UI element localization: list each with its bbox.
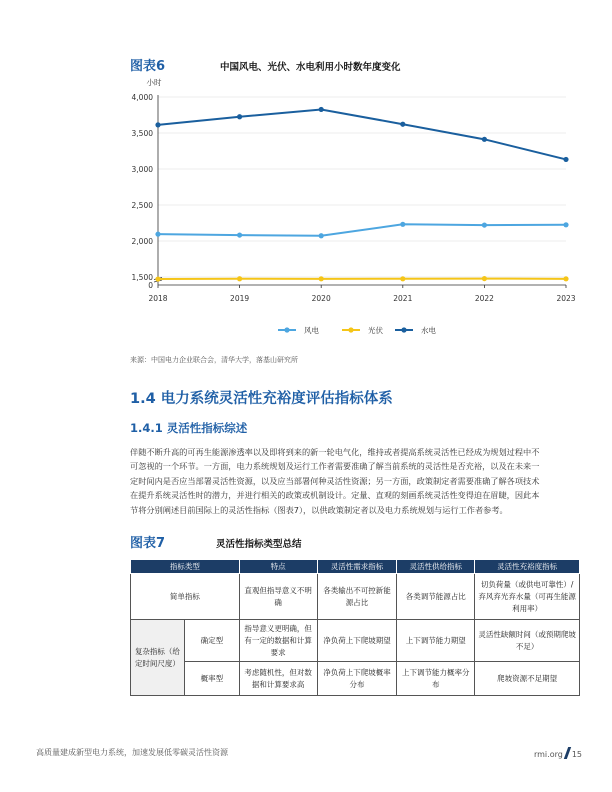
cell-supply: 上下调节能力概率分布 xyxy=(397,662,475,696)
cell-demand: 净负荷上下爬坡期望 xyxy=(317,620,397,662)
data-point xyxy=(319,233,324,238)
footer-page-info xyxy=(534,747,582,759)
data-point xyxy=(400,276,405,281)
cell-demand: 净负荷上下爬坡概率分布 xyxy=(317,662,397,696)
indicator-table xyxy=(130,559,580,696)
header-adequacy: 灵活性充裕度指标 xyxy=(475,560,580,574)
data-point xyxy=(482,222,487,227)
paragraph-line: 在提升系统灵活性时的潜力，并进行相关的政策或机制设计。定量、直观的刻画系统灵活性变得迫在眉睫，因此本 xyxy=(130,490,540,501)
data-point xyxy=(237,114,242,119)
cell-adequacy: 灵活性缺额时间（或预期爬坡不足） xyxy=(475,620,580,662)
table-row xyxy=(131,574,580,620)
table-row xyxy=(131,662,580,696)
figure6-title: 中国风电、光伏、水电利用小时数年度变化 xyxy=(220,62,401,73)
cell-type: 简单指标 xyxy=(131,574,240,620)
cell-supply: 上下调节能力期望 xyxy=(397,620,475,662)
data-point xyxy=(319,107,324,112)
series-line xyxy=(158,224,566,235)
data-point xyxy=(319,276,324,281)
cell-feature: 指导意义更明确，但有一定的数据和计算要求 xyxy=(239,620,317,662)
cell-supply: 各类调节能源占比 xyxy=(397,574,475,620)
subsection-heading: 1.4.1 灵活性指标综述 xyxy=(130,421,248,435)
slash-icon xyxy=(564,747,571,759)
chart-legend xyxy=(278,325,436,335)
y-tick-label: 2,500 xyxy=(131,201,153,210)
page-number: 15 xyxy=(571,750,582,759)
data-point xyxy=(563,276,568,281)
chart-axes xyxy=(132,77,576,303)
header-feature: 特点 xyxy=(239,560,317,574)
data-point xyxy=(237,232,242,237)
cell-demand: 各类输出不可控新能源占比 xyxy=(317,574,397,620)
x-tick-label: 2022 xyxy=(474,294,494,303)
x-tick-label: 2023 xyxy=(556,294,576,303)
header-type: 指标类型 xyxy=(131,560,240,574)
legend-label: 水电 xyxy=(421,326,436,335)
cell-type: 概率型 xyxy=(184,662,239,696)
footer-site: rmi.org xyxy=(533,750,563,759)
legend-label: 风电 xyxy=(304,326,319,335)
y-tick-label: 3,000 xyxy=(131,165,153,174)
paragraph-line: 伴随不断升高的可再生能源渗透率以及即将到来的新一轮电气化，维持或者提高系统灵活性已经成为规划过程中不 xyxy=(130,447,540,457)
y-tick-label: 2,000 xyxy=(131,237,153,246)
cell-feature: 考虑随机性，但对数据和计算要求高 xyxy=(239,662,317,696)
x-tick-label: 2018 xyxy=(148,294,168,303)
series-line xyxy=(158,109,566,159)
data-point xyxy=(482,276,487,281)
x-tick-label: 2020 xyxy=(311,294,331,303)
figure6-source: 来源：中国电力企业联合会，清华大学，落基山研究所 xyxy=(130,356,298,364)
header-demand: 灵活性需求指标 xyxy=(317,560,397,574)
data-point xyxy=(482,137,487,142)
paragraph-line: 可忽视的一个环节。一方面，电力系统规划及运行工作者需要准确了解当前系统的灵活性是否充裕，以及在未来一 xyxy=(130,461,540,472)
y-tick-label: 1,500 xyxy=(131,273,153,282)
paragraph-line: 定时间内是否应当部署灵活性资源，以及应当部署何种灵活性资源；另一方面，政策制定者需要准确了解各项技术 xyxy=(130,475,540,486)
table-row xyxy=(131,620,580,662)
data-point xyxy=(155,122,160,127)
data-point xyxy=(563,157,568,162)
table-header-row xyxy=(131,560,580,574)
data-point xyxy=(237,276,242,281)
legend-label: 光伏 xyxy=(368,326,383,335)
data-point xyxy=(563,222,568,227)
figure7-label: 图表7 xyxy=(130,536,166,551)
cell-adequacy: 爬坡资源不足期望 xyxy=(475,662,580,696)
cell-feature: 直观但指导意义不明确 xyxy=(239,574,317,620)
legend-marker xyxy=(401,327,406,332)
data-point xyxy=(155,232,160,237)
y-tick-label: 3,500 xyxy=(131,129,153,138)
y-tick-label: 0 xyxy=(148,281,153,290)
y-axis-label: 小时 xyxy=(146,78,162,87)
data-point xyxy=(400,122,405,127)
section-heading: 1.4 电力系统灵活性充裕度评估指标体系 xyxy=(130,391,393,407)
y-tick-label: 4,000 xyxy=(131,93,153,102)
paragraph-line: 节将分别阐述目前国际上的灵活性指标（图表7），以供政策制定者以及电力系统规划与运行工作者参考。 xyxy=(130,504,508,515)
data-point xyxy=(400,222,405,227)
line-chart xyxy=(118,72,590,352)
cell-adequacy: 切负荷量（或供电可靠性）/弃风弃光弃水量（可再生能源利用率） xyxy=(475,574,580,620)
cell-type: 确定型 xyxy=(184,620,239,662)
cell-complex-label: 复杂指标（给定时间尺度） xyxy=(131,620,185,696)
data-point xyxy=(155,276,160,281)
body-paragraph xyxy=(130,445,585,517)
header-supply: 灵活性供给指标 xyxy=(397,560,475,574)
footer-title: 高质量建成新型电力系统，加速发展低零碳灵活性资源 xyxy=(36,748,228,757)
legend-marker xyxy=(348,327,353,332)
x-tick-label: 2021 xyxy=(393,294,413,303)
figure7-title: 灵活性指标类型总结 xyxy=(216,539,302,550)
figure6-label: 图表6 xyxy=(130,59,166,74)
x-tick-label: 2019 xyxy=(230,294,250,303)
legend-marker xyxy=(284,327,289,332)
